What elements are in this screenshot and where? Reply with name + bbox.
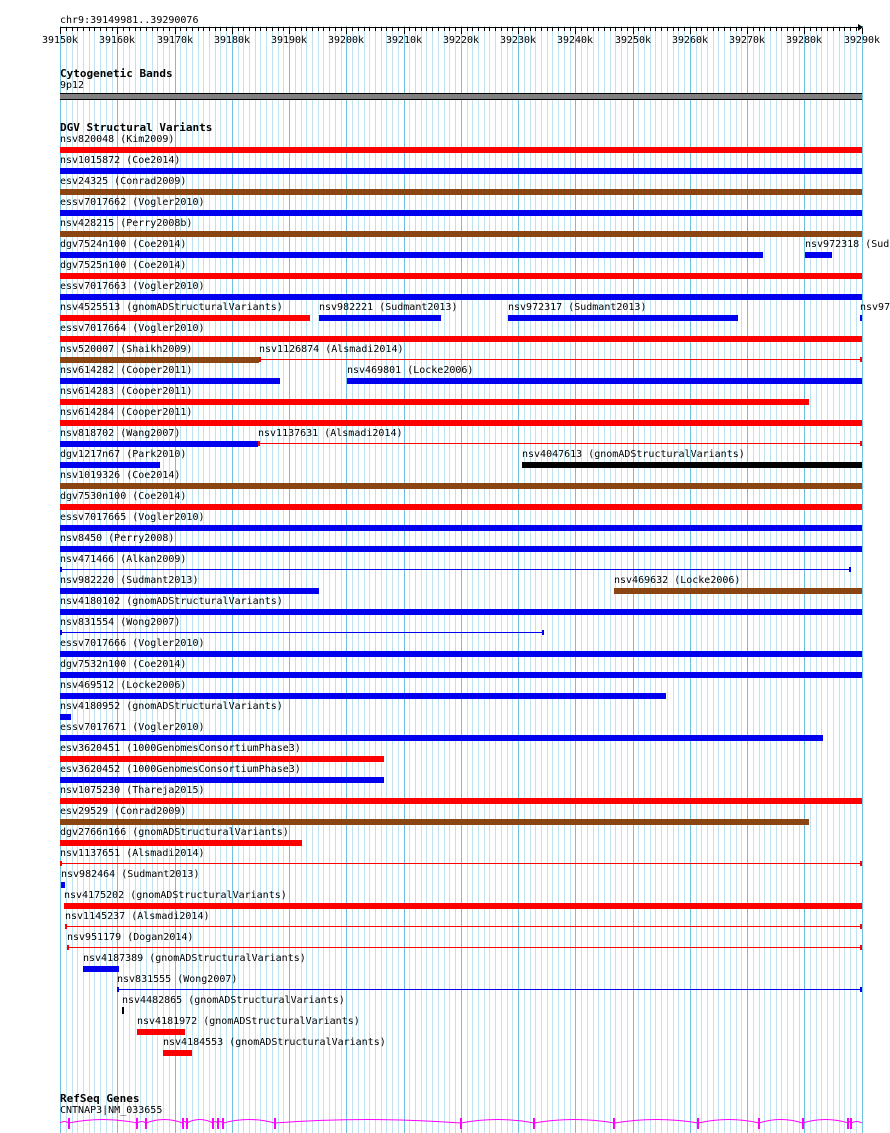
- gene-exon: [758, 1118, 760, 1129]
- feature-bar-thin[interactable]: [60, 632, 544, 633]
- feature-bar[interactable]: [60, 483, 862, 489]
- feature-bar[interactable]: [60, 672, 862, 678]
- ruler-tick-label: 39280k: [785, 35, 823, 46]
- feature-label: dgv7532n100 (Coe2014): [60, 659, 187, 670]
- feature-end-cap: [259, 357, 261, 362]
- feature-end-cap: [860, 861, 862, 866]
- feature-label: nsv1137651 (Alsmadi2014): [60, 848, 205, 859]
- gene-exon: [222, 1118, 224, 1129]
- feature-end-cap: [860, 987, 862, 992]
- feature-label: dgv7525n100 (Coe2014): [60, 260, 187, 271]
- gene-exon: [460, 1118, 462, 1129]
- ruler-tick-label: 39230k: [499, 35, 537, 46]
- feature-label: nsv4181972 (gnomADStructuralVariants): [137, 1016, 360, 1027]
- ruler-tick-label: 39260k: [671, 35, 709, 46]
- feature-label: nsv469632 (Locke2006): [614, 575, 741, 586]
- feature-label: nsv1126874 (Alsmadi2014): [259, 344, 404, 355]
- feature-bar[interactable]: [60, 399, 809, 405]
- feature-label: nsv4482865 (gnomADStructuralVariants): [122, 995, 345, 1006]
- feature-label: dgv7530n100 (Coe2014): [60, 491, 187, 502]
- feature-label: essv7017665 (Vogler2010): [60, 512, 205, 523]
- feature-end-cap: [860, 357, 862, 362]
- feature-label: nsv428215 (Perry2008b): [60, 218, 193, 229]
- feature-bar[interactable]: [60, 441, 258, 447]
- feature-label: esv24325 (Conrad2009): [60, 176, 187, 187]
- track-title-refseq-genes: RefSeq Genes: [60, 1092, 140, 1105]
- feature-bar[interactable]: [508, 315, 738, 321]
- gene-exon: [533, 1118, 535, 1129]
- region-label: chr9:39149981..39290076: [60, 15, 199, 26]
- feature-label: nsv972318 (Sud: [805, 239, 890, 250]
- ruler-tick-label: 39240k: [556, 35, 594, 46]
- feature-label: nsv831555 (Wong2007): [117, 974, 238, 985]
- feature-label: nsv4187389 (gnomADStructuralVariants): [83, 953, 306, 964]
- feature-bar[interactable]: [60, 210, 862, 216]
- feature-bar[interactable]: [64, 903, 862, 909]
- gene-exon: [68, 1118, 70, 1129]
- feature-end-cap: [860, 924, 862, 929]
- feature-bar[interactable]: [60, 315, 310, 321]
- gene-exon: [186, 1118, 188, 1129]
- ruler-tick-label: 39180k: [213, 35, 251, 46]
- feature-label: dgv2766n166 (gnomADStructuralVariants): [60, 827, 289, 838]
- gene-label: CNTNAP3|NM_033655: [60, 1105, 163, 1116]
- feature-label: nsv951179 (Dogan2014): [67, 932, 194, 943]
- feature-label: dgv1217n67 (Park2010): [60, 449, 187, 460]
- ruler-tick-label: 39170k: [156, 35, 194, 46]
- feature-label: nsv469801 (Locke2006): [347, 365, 474, 376]
- feature-bar[interactable]: [60, 294, 862, 300]
- feature-end-cap: [65, 924, 67, 929]
- feature-label: nsv4175202 (gnomADStructuralVariants): [64, 890, 287, 901]
- gene-exon: [145, 1118, 147, 1129]
- feature-bar[interactable]: [614, 588, 862, 594]
- ruler-tick-label: 39210k: [385, 35, 423, 46]
- feature-end-cap: [542, 630, 544, 635]
- feature-bar-thin[interactable]: [117, 989, 862, 990]
- feature-end-cap: [60, 630, 62, 635]
- feature-label: nsv1019326 (Coe2014): [60, 470, 181, 481]
- feature-bar[interactable]: [60, 462, 160, 468]
- feature-label: esv3620451 (1000GenomesConsortiumPhase3): [60, 743, 301, 754]
- feature-bar[interactable]: [60, 840, 302, 846]
- feature-bar[interactable]: [522, 462, 862, 468]
- feature-label: nsv469512 (Locke2006): [60, 680, 187, 691]
- feature-label: essv7017662 (Vogler2010): [60, 197, 205, 208]
- gene-model[interactable]: [0, 1113, 890, 1133]
- gene-exon: [850, 1118, 852, 1129]
- feature-bar[interactable]: [60, 756, 384, 762]
- feature-label: nsv4047613 (gnomADStructuralVariants): [522, 449, 745, 460]
- feature-label: nsv1145237 (Alsmadi2014): [65, 911, 210, 922]
- feature-tick[interactable]: [122, 1007, 124, 1014]
- feature-bar[interactable]: [60, 609, 862, 615]
- feature-bar[interactable]: [60, 651, 862, 657]
- gene-exon: [217, 1118, 219, 1129]
- feature-bar-thin[interactable]: [60, 863, 862, 864]
- track-title-dgv-structural-variants: DGV Structural Variants: [60, 121, 213, 134]
- gene-exon: [847, 1118, 849, 1129]
- ruler-tick-label: 39160k: [98, 35, 136, 46]
- feature-bar[interactable]: [60, 798, 862, 804]
- feature-end-cap: [60, 861, 62, 866]
- gene-exon: [697, 1118, 699, 1129]
- feature-label: nsv820048 (Kim2009): [60, 134, 175, 145]
- feature-bar[interactable]: [860, 315, 862, 321]
- feature-label: nsv1075230 (Thareja2015): [60, 785, 205, 796]
- feature-bar[interactable]: [60, 714, 71, 720]
- feature-label: essv7017671 (Vogler2010): [60, 722, 205, 733]
- gene-exon: [182, 1118, 184, 1129]
- feature-label: nsv4180952 (gnomADStructuralVariants): [60, 701, 283, 712]
- feature-bar[interactable]: [61, 882, 65, 888]
- feature-bar[interactable]: [60, 147, 862, 153]
- feature-bar-thin[interactable]: [258, 443, 862, 444]
- feature-bar[interactable]: [60, 357, 259, 363]
- ruler-tick-label: 39190k: [270, 35, 308, 46]
- track-title-cytogenetic-bands: Cytogenetic Bands: [60, 67, 173, 80]
- feature-bar[interactable]: [319, 315, 441, 321]
- feature-bar[interactable]: [60, 420, 862, 426]
- feature-label: nsv614282 (Cooper2011): [60, 365, 193, 376]
- feature-label: nsv1137631 (Alsmadi2014): [258, 428, 403, 439]
- feature-label: dgv7524n100 (Coe2014): [60, 239, 187, 250]
- feature-bar[interactable]: [60, 777, 384, 783]
- feature-label: nsv97: [860, 302, 890, 313]
- feature-label: nsv982464 (Sudmant2013): [61, 869, 200, 880]
- ruler-tick-label: 39150k: [41, 35, 79, 46]
- feature-bar[interactable]: [163, 1050, 192, 1056]
- feature-end-cap: [117, 987, 119, 992]
- feature-bar[interactable]: [805, 252, 832, 258]
- feature-label: essv7017664 (Vogler2010): [60, 323, 205, 334]
- feature-bar[interactable]: [60, 504, 862, 510]
- feature-bar-thin[interactable]: [67, 947, 862, 948]
- feature-label: nsv471466 (Alkan2009): [60, 554, 187, 565]
- ruler-tick-label: 39200k: [327, 35, 365, 46]
- gene-exon: [274, 1118, 276, 1129]
- feature-label: essv7017666 (Vogler2010): [60, 638, 205, 649]
- ruler-tick-label: 39250k: [614, 35, 652, 46]
- feature-label: essv7017663 (Vogler2010): [60, 281, 205, 292]
- feature-bar[interactable]: [60, 588, 319, 594]
- feature-bar[interactable]: [83, 966, 119, 972]
- gene-exon: [212, 1118, 214, 1129]
- feature-end-cap: [258, 441, 260, 446]
- ruler-tick-label: 39290k: [843, 35, 881, 46]
- cytoband-label: 9p12: [60, 80, 85, 91]
- feature-end-cap: [860, 945, 862, 950]
- feature-bar[interactable]: [60, 231, 862, 237]
- feature-bar[interactable]: [60, 273, 862, 279]
- feature-bar[interactable]: [60, 336, 862, 342]
- feature-label: nsv831554 (Wong2007): [60, 617, 181, 628]
- feature-end-cap: [860, 441, 862, 446]
- cytoband-bar[interactable]: [60, 93, 862, 100]
- feature-bar[interactable]: [137, 1029, 185, 1035]
- feature-label: nsv982221 (Sudmant2013): [319, 302, 458, 313]
- gene-exon: [802, 1118, 804, 1129]
- feature-bar-thin[interactable]: [60, 569, 851, 570]
- feature-bar[interactable]: [60, 819, 809, 825]
- feature-bar[interactable]: [347, 378, 862, 384]
- feature-label: nsv614284 (Cooper2011): [60, 407, 193, 418]
- feature-label: esv29529 (Conrad2009): [60, 806, 187, 817]
- ruler-tick-label: 39220k: [442, 35, 480, 46]
- feature-label: nsv4180102 (gnomADStructuralVariants): [60, 596, 283, 607]
- feature-label: esv3620452 (1000GenomesConsortiumPhase3): [60, 764, 301, 775]
- feature-label: nsv614283 (Cooper2011): [60, 386, 193, 397]
- feature-label: nsv1015872 (Coe2014): [60, 155, 181, 166]
- feature-label: nsv972317 (Sudmant2013): [508, 302, 647, 313]
- feature-label: nsv818702 (Wang2007): [60, 428, 181, 439]
- feature-bar[interactable]: [60, 546, 862, 552]
- feature-label: nsv982220 (Sudmant2013): [60, 575, 199, 586]
- gene-exon: [136, 1118, 138, 1129]
- feature-bar-thin[interactable]: [65, 926, 862, 927]
- feature-end-cap: [60, 567, 62, 572]
- feature-bar[interactable]: [60, 378, 280, 384]
- feature-end-cap: [849, 567, 851, 572]
- feature-bar-thin[interactable]: [259, 359, 862, 360]
- feature-bar[interactable]: [60, 735, 823, 741]
- feature-label: nsv4184553 (gnomADStructuralVariants): [163, 1037, 386, 1048]
- ruler-tick-label: 39270k: [728, 35, 766, 46]
- feature-end-cap: [67, 945, 69, 950]
- gene-exon: [613, 1118, 615, 1129]
- feature-label: nsv520007 (Shaikh2009): [60, 344, 193, 355]
- feature-label: nsv4525513 (gnomADStructuralVariants): [60, 302, 283, 313]
- feature-bar[interactable]: [60, 693, 666, 699]
- feature-bar[interactable]: [60, 168, 862, 174]
- feature-bar[interactable]: [60, 252, 763, 258]
- feature-bar[interactable]: [60, 525, 862, 531]
- feature-label: nsv8450 (Perry2008): [60, 533, 175, 544]
- feature-bar[interactable]: [60, 189, 862, 195]
